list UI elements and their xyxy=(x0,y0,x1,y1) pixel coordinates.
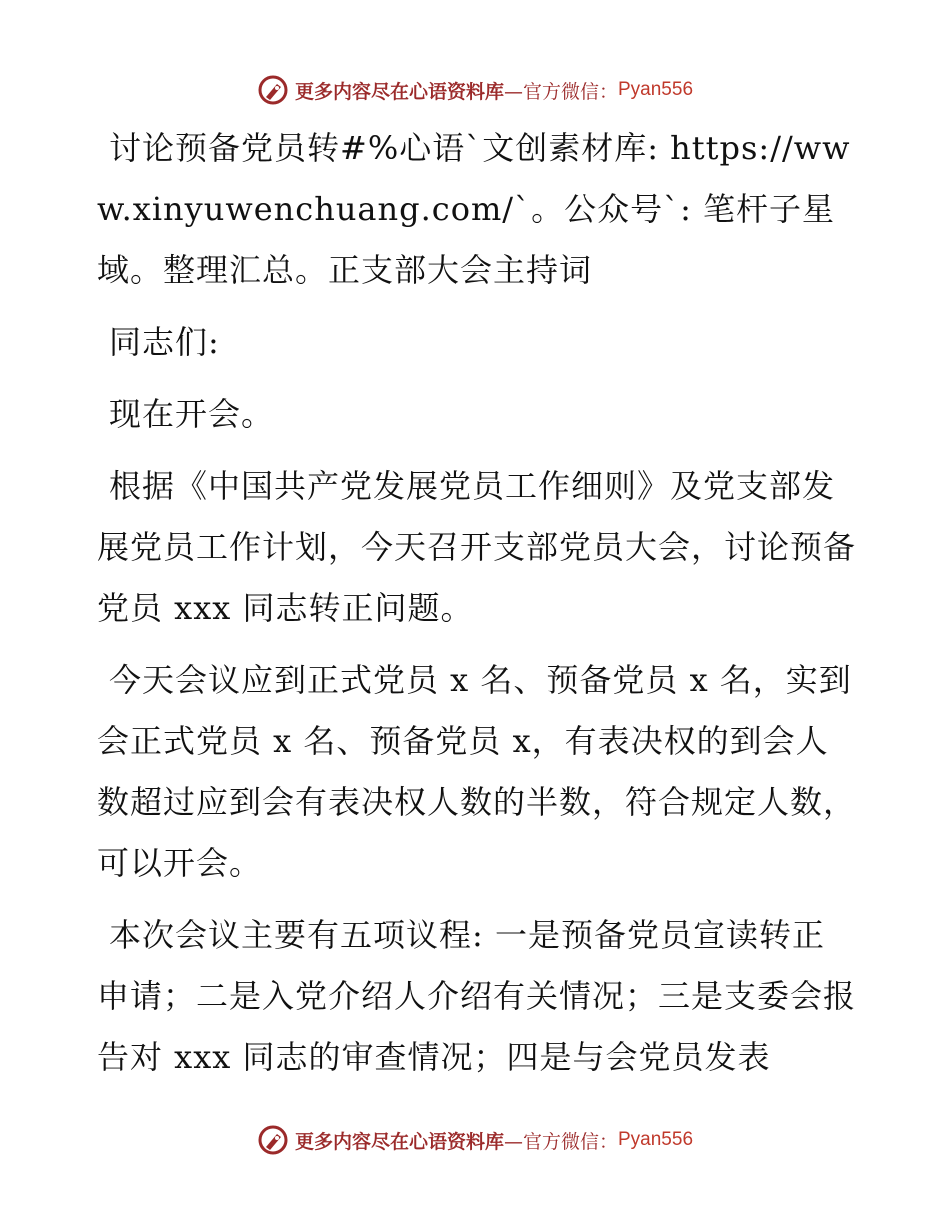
pen-nib-logo-icon xyxy=(257,1124,289,1156)
banner-separator-text: —官方微信： xyxy=(503,80,618,103)
paragraph-opening: 现在开会。 xyxy=(109,395,275,433)
paragraph-agenda: 本次会议主要有五项议程: 一是预备党员宣读转正申请；二是入党介绍人介绍有关情况；三是支委会报告对 xxx 同志的审查情况；四是与会党员发表 xyxy=(97,916,857,1076)
banner-main-text: 更多内容尽在心语资料库 xyxy=(294,80,504,103)
banner-main-text: 更多内容尽在心语资料库 xyxy=(294,1130,504,1153)
document-body xyxy=(97,118,857,1099)
paragraph-title: 讨论预备党员转#%心语`文创素材库: https://www.xinyuwenchuang.com/`。公众号`: 笔杆子星域。整理汇总。正支部大会主持词 xyxy=(97,129,851,289)
footer-banner xyxy=(0,1120,950,1160)
pen-nib-logo-icon xyxy=(257,74,289,106)
banner-separator-text: —官方微信： xyxy=(503,1130,618,1153)
paragraph-salutation: 同志们: xyxy=(109,323,220,361)
header-banner xyxy=(0,70,950,110)
paragraph-basis: 根据《中国共产党发展党员工作细则》及党支部发展党员工作计划，今天召开支部党员大会，讨论预备党员 xxx 同志转正问题。 xyxy=(97,467,857,627)
banner-wechat-handle: Pyan556 xyxy=(618,1129,694,1150)
banner-wechat-handle: Pyan556 xyxy=(618,79,694,100)
paragraph-attendance: 今天会议应到正式党员 x 名、预备党员 x 名，实到会正式党员 x 名、预备党员 x，有表决权的到会人数超过应到会有表决权人数的半数，符合规定人数，可以开会。 xyxy=(97,661,857,882)
